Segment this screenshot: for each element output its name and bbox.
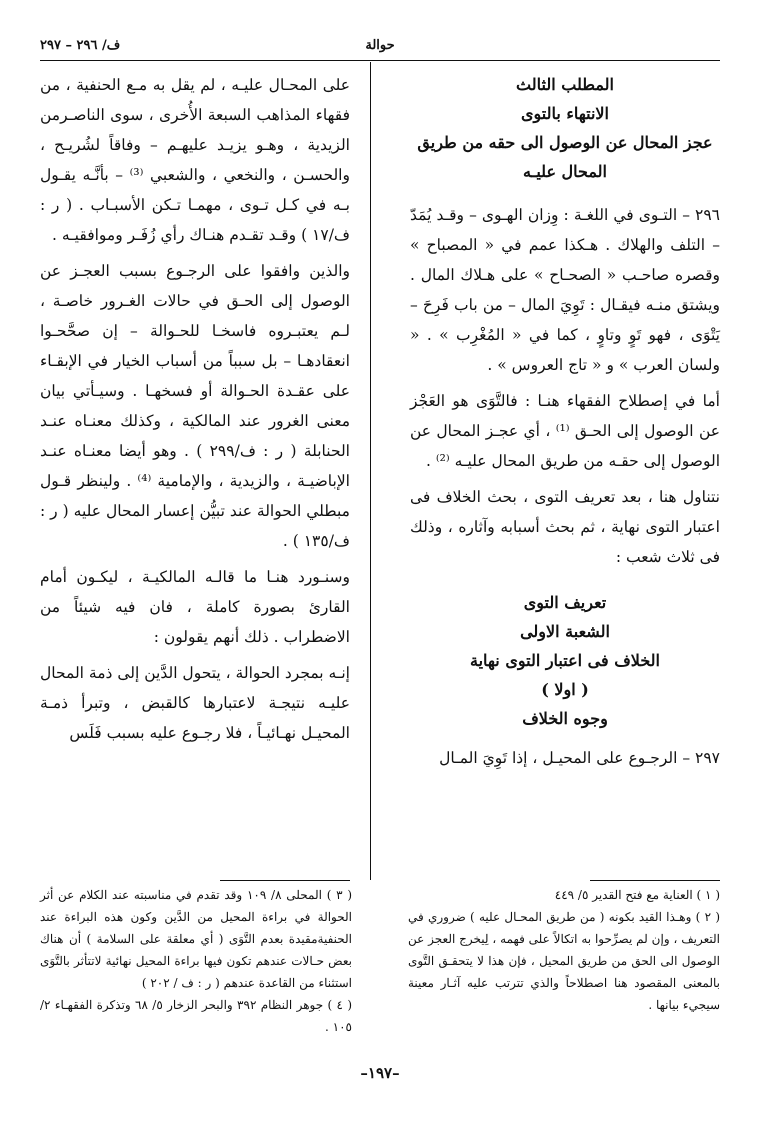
paragraph-296: ٢٩٦ – التـوى في اللغـة : وِزان الهـوى – وقـد يُمَدّ – التلف والهلاك . هـكذا عمم في « المصباح » وقصره صاحـب « الصحـاح » على هـلاك المال . ويشتق منـه فيقـال : تَوِيَ المال – من باب فَرِحَ – يَتْوَى ، فهو تَوٍ وتاوٍ ، كما في « المُغْرِب » . « ولسان العرب » و « تاج العروس » . <box>410 206 720 374</box>
paragraph-definition: أما في إصطلاح الفقهاء هنـا : فالتَّوَى هو العَجْز عن الوصول إلى الحـق ⁽¹⁾ ، أي عجـز المحال عن الوصول إلى حقـه من طريق المحال عليـه ⁽²⁾ . <box>410 392 720 470</box>
subheading-aspects: وجوه الخلاف <box>522 709 608 728</box>
footnote-2: ( ٢ ) وهـذا القيد بكونه ( من طريق المحـال عليه ) ضروري في التعريف ، وإن لم يصرِّحوا به اتكالاً على فهمه ، لِيخرج العجز عن الوصول الى الحق من طريق المحيل ، فإن هذا لا يتحقـق التَّوى بالمعنى المقصود هنا اصطلاحاً والذي تترتب عليه آثـار معينة سيجيء بيانها . <box>408 910 721 1012</box>
running-header <box>40 34 720 61</box>
subheading-first: ( اولا ) <box>541 680 589 699</box>
left-column <box>40 70 350 754</box>
paragraph-297: ٢٩٧ – الرجـوع على المحيـل ، إذا تَوِيَ المـال <box>439 749 720 767</box>
section-heading-1: المطلب الثالث <box>516 75 614 94</box>
paragraph-left-4: إنـه بمجرد الحوالة ، يتحول الدَّين إلى ذمة المحال عليـه نتيجـة لاعتبارها كالقبض ، وتبرأ ذمـة المحيـل نهـائيـاً ، فلا رجـوع عليه بسبب فَلَس <box>40 664 350 742</box>
footnote-rule-left <box>220 880 350 881</box>
header-title: حوالة <box>365 38 395 53</box>
footnote-3: ( ٣ ) المحلى ٨/ ١٠٩ وقد تقدم في مناسبته عند الكلام عن أثر الحوالة في براءة المحيل من الدَّين وكون هذه البراءة عند الحنفيةمقيدة بعدم التَّوَى ( أي معلقة على السلامة ) أن هناك بعض حـالات عندهم تكون فيها براءة المحيل نهائية لاتتأثر بالتَّوَى استثناء من القاعدة عندهم ( ر : ف / ٢٠٢ ) <box>40 888 353 990</box>
subheading-branch-1: الشعبة الاولى <box>520 622 610 641</box>
subheading-definition: تعريف التوى <box>523 593 607 612</box>
footnote-1: ( ١ ) العناية مع فتح القدير ٥/ ٤٤٩ <box>554 888 720 902</box>
header-section-ref: ف/ ٢٩٦ – ٢٩٧ <box>40 38 121 53</box>
footnote-rule-right <box>590 880 720 881</box>
paragraph-left-1: على المحـال عليـه ، لم يقل به مـع الحنفية ، من فقهاء المذاهب السبعة الأُخرى ، سوى الناصـرمن الزيدية ، وهـو يزيـد عليهـم – وفاقاً لشُريـح ، والحسـن ، والنخعي ، والشعبي ⁽³⁾ – بأنَّـه يقـول بـه في كـل تـوى ، مهمـا تـكن الأسبـاب . ( ر : ف/١٧ ) وقـد تقـدم هنـاك رأي زُفَـر وموافقيـه . <box>40 76 350 244</box>
subheading-dispute: الخلاف فى اعتبار التوى نهاية <box>470 651 660 670</box>
paragraph-left-3: وسنـورد هنـا ما قالـه المالكيـة ، ليكـون أمام القارئ بصورة كاملة ، فان فيه شيئاً من الاضطراب . ذلك أنهم يقولون : <box>40 568 350 646</box>
paragraph-left-2: والذين وافقوا على الرجـوع بسبب العجـز عن الوصول إلى الحـق في حالات الغـرور خاصـة ، لـم يعتبـروه فاسخـا للحـوالة – إن صحَّحـوا انعقادهـا – بل سبباً من أسباب الخيار في الإبقـاء على عقـدة الحـوالة أو فسخهـا . وسيـأتي بيان معنى الغرور عند المالكية ، وكذلك معنـاه عنـد الحنابلة ( ر : ف/٢٩٩ ) . وهو أيضا معنـاه عنـد الإباضيـة ، والزيدية ، والإمامية ⁽⁴⁾ . ولينظر قـول مبطلي الحوالة عند تبيُّن إعسار المحال عليه ( ر : ف/١٣٥ ) . <box>40 262 350 550</box>
right-column <box>410 70 720 779</box>
section-heading-3: عجز المحال عن الوصول الى حقه من طريق المحال عليـه <box>417 133 713 181</box>
column-divider <box>370 62 371 880</box>
footnote-4: ( ٤ ) جوهر النظام ٣٩٢ والبحر الزخار ٥/ ٦٨ وتذكرة الفقهـاء ٢/ ١٠٥ . <box>40 998 353 1034</box>
footnotes-right <box>408 884 720 1016</box>
footnotes-left <box>40 884 352 1038</box>
page-number: –١٩٧– <box>360 1064 400 1082</box>
section-heading-2: الانتهاء بالتوى <box>520 104 609 123</box>
paragraph-plan: نتناول هنا ، بعد تعريف التوى ، بحث الخلاف فى اعتبار التوى نهاية ، ثم بحث أسبابه وآثاره ، وذلك فى ثلاث شعب : <box>410 488 720 566</box>
